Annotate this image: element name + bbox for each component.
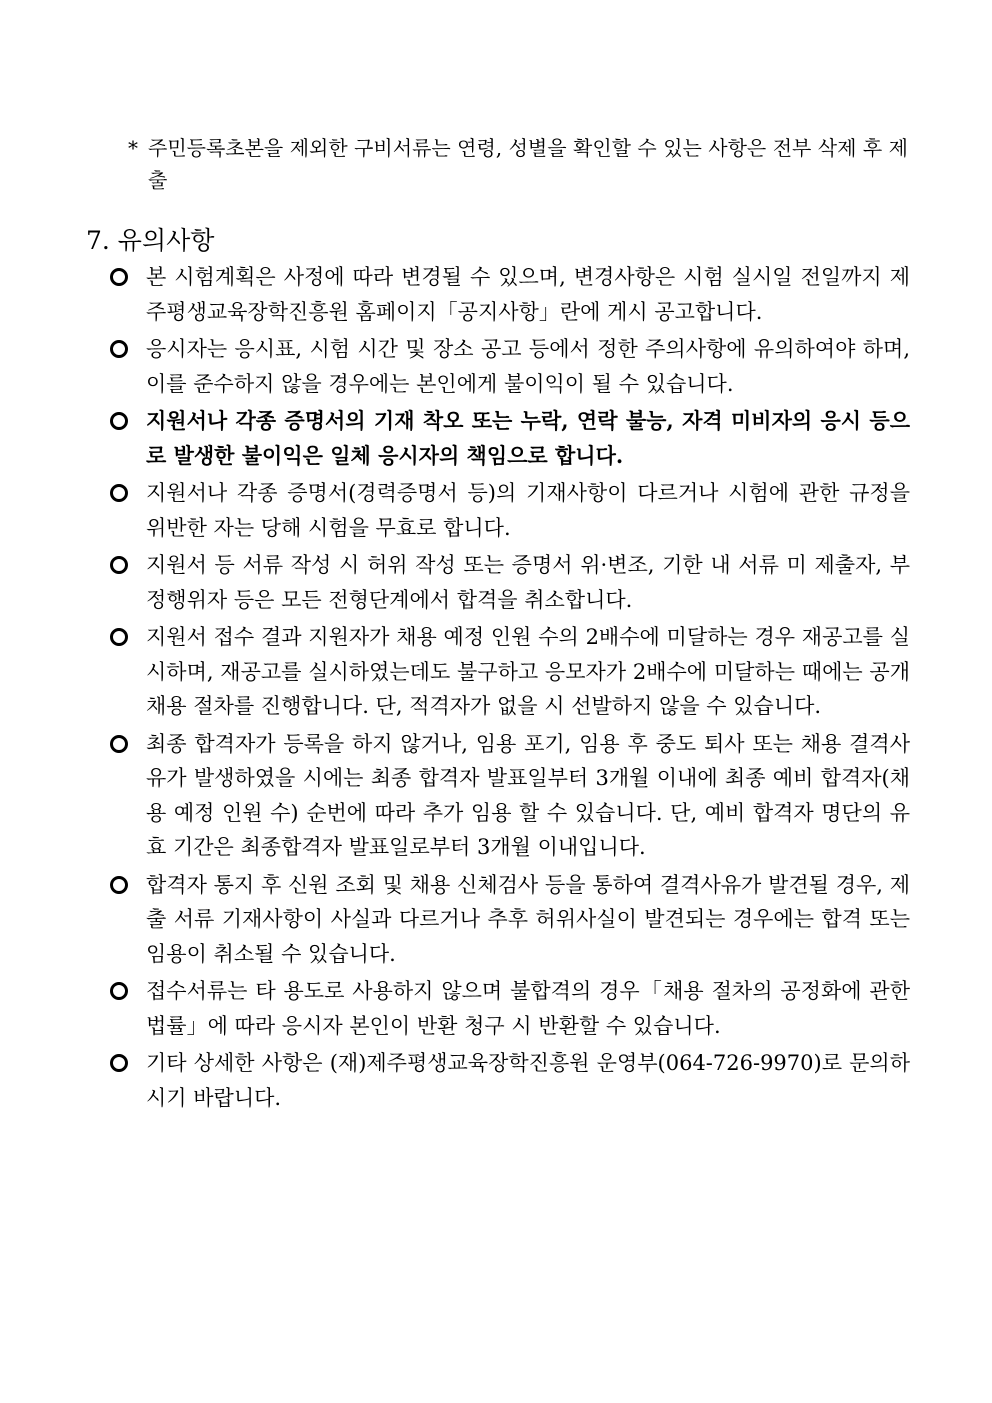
section-title: 7. 유의사항	[86, 226, 215, 255]
list-item	[110, 727, 910, 865]
circle-bullet-icon	[110, 628, 128, 646]
circle-bullet-icon	[110, 735, 128, 753]
list-item-text: 지원서나 각종 증명서의 기재 착오 또는 누락, 연락 불능, 자격 미비자의 응시 등으로 발생한 불이익은 일체 응시자의 책임으로 합니다.	[146, 408, 910, 468]
list-item-text: 본 시험계획은 사정에 따라 변경될 수 있으며, 변경사항은 시험 실시일 전일까지 제주평생교육장학진흥원 홈페이지「공지사항」란에 게시 공고합니다.	[146, 265, 910, 324]
list-item-text: 최종 합격자가 등록을 하지 않거나, 임용 포기, 임용 후 중도 퇴사 또는 채용 결격사유가 발생하였을 시에는 최종 합격자 발표일부터 3개월 이내에 최종 예비 합격자(채용 예정 인원 수) 순번에 따라 추가 임용 할 수 있습니다. 단, 예비 합격자 명단의 유효 기간은 최종합격자 발표일로부터 3개월 이내입니다.	[146, 731, 910, 859]
list-item-text: 응시자는 응시표, 시험 시간 및 장소 공고 등에서 정한 주의사항에 유의하여야 하며, 이를 준수하지 않을 경우에는 본인에게 불이익이 될 수 있습니다.	[146, 337, 910, 396]
notice-list	[110, 260, 910, 1118]
circle-bullet-icon	[110, 268, 128, 286]
list-item-text: 지원서 접수 결과 지원자가 채용 예정 인원 수의 2배수에 미달하는 경우 재공고를 실시하며, 재공고를 실시하였는데도 불구하고 응모자가 2배수에 미달하는 때에는 공개 채용 절차를 진행합니다. 단, 적격자가 없을 시 선발하지 않을 수 있습니다.	[146, 625, 910, 718]
note-marker: *	[128, 136, 138, 160]
list-item-text: 지원서나 각종 증명서(경력증명서 등)의 기재사항이 다르거나 시험에 관한 규정을 위반한 자는 당해 시험을 무효로 합니다.	[146, 481, 910, 540]
note-text: 주민등록초본을 제외한 구비서류는 연령, 성별을 확인할 수 있는 사항은 전부 삭제 후 제출	[148, 136, 908, 192]
list-item	[110, 548, 910, 617]
list-item	[110, 332, 910, 401]
list-item-text: 합격자 통지 후 신원 조회 및 채용 신체검사 등을 통하여 결격사유가 발견될 경우, 제출 서류 기재사항이 사실과 다르거나 추후 허위사실이 발견되는 경우에는 합격 또는 임용이 취소될 수 있습니다.	[146, 872, 910, 966]
circle-bullet-icon	[110, 1054, 128, 1072]
list-item	[110, 620, 910, 724]
list-item	[110, 476, 910, 545]
list-item	[110, 974, 910, 1043]
circle-bullet-icon	[110, 556, 128, 574]
document-note	[128, 132, 908, 196]
circle-bullet-icon	[110, 484, 128, 502]
list-item	[110, 1046, 910, 1115]
list-item	[110, 868, 910, 972]
circle-bullet-icon	[110, 340, 128, 358]
list-item	[110, 260, 910, 329]
list-item-text: 접수서류는 타 용도로 사용하지 않으며 불합격의 경우「채용 절차의 공정화에 관한 법률」에 따라 응시자 본인이 반환 청구 시 반환할 수 있습니다.	[146, 979, 910, 1038]
list-item-text: 기타 상세한 사항은 (재)제주평생교육장학진흥원 운영부(064-726-9970)로 문의하시기 바랍니다.	[146, 1051, 910, 1110]
circle-bullet-icon	[110, 412, 128, 430]
circle-bullet-icon	[110, 876, 128, 894]
circle-bullet-icon	[110, 982, 128, 1000]
list-item	[110, 404, 910, 473]
list-item-text: 지원서 등 서류 작성 시 허위 작성 또는 증명서 위·변조, 기한 내 서류 미 제출자, 부정행위자 등은 모든 전형단계에서 합격을 취소합니다.	[146, 553, 910, 612]
